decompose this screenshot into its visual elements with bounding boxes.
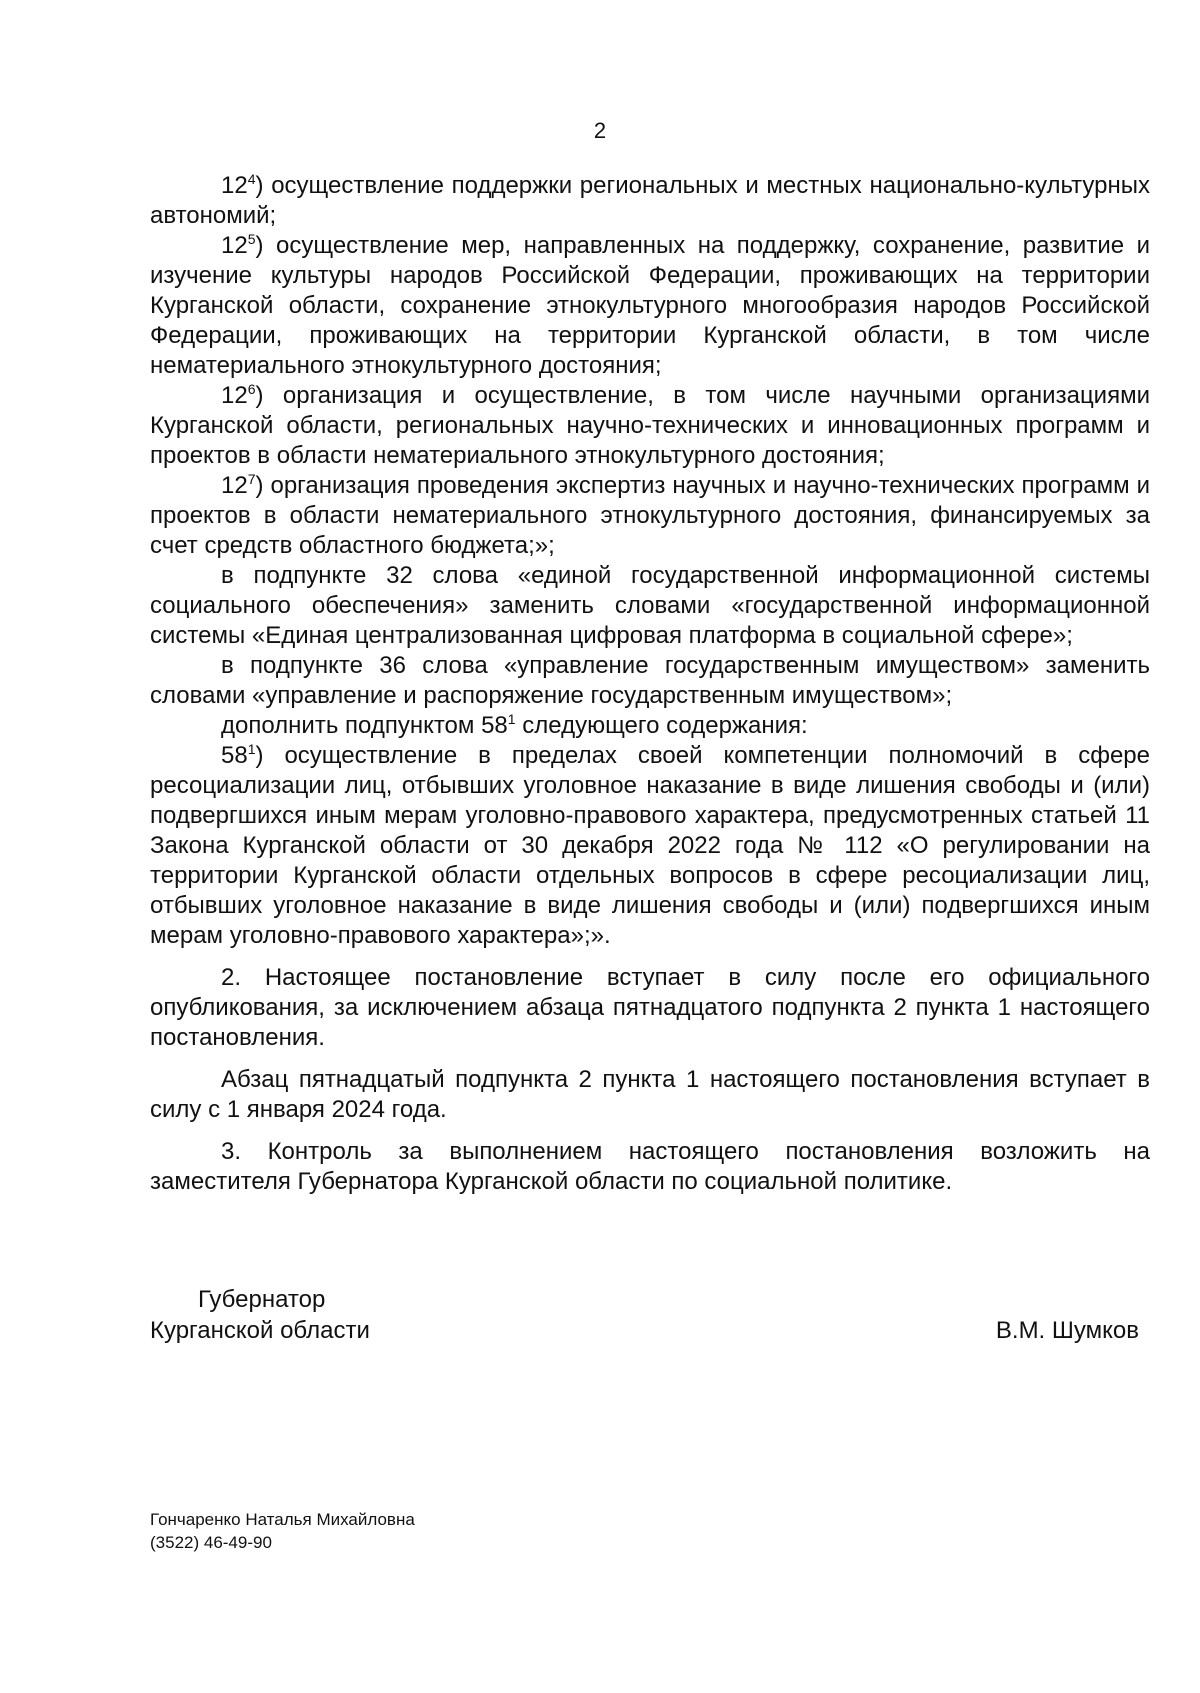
page-number: 2 bbox=[593, 118, 607, 143]
point-2-paragraph: Абзац пятнадцатый подпункта 2 пункта 1 настоящего постановления вступает в силу с 1 января 2024 года. bbox=[150, 1066, 1150, 1123]
document-body bbox=[150, 171, 1150, 1197]
signature-name: В.М. Шумков bbox=[995, 1317, 1139, 1344]
signature-title-line1: Губернатор bbox=[198, 1286, 326, 1313]
contact-phone: (3522) 46-49-90 bbox=[150, 1533, 272, 1552]
item-12-4: $12^4$) осуществление поддержки региональных и местных национально-культурных автономий; bbox=[150, 171, 1150, 229]
item-12-6: $12^6$) организация и осуществление, в том числе научными организациями Курганской области, региональных научно-технических и инновационных программ и проектов в области нематериального этнокультурного достояния; bbox=[150, 381, 1150, 469]
point-3: 3. Контроль за выполнением настоящего постановления возложить на заместителя Губернатора Курганской области по социальной политике. bbox=[150, 1138, 1150, 1195]
paragraph-subpoint-32: в подпункте 32 слова «единой государственной информационной системы социального обеспечения» заменить словами «государственной информационной системы «Единая централизованная цифровая платформа в социальной сфере»; bbox=[150, 562, 1150, 649]
point-2: 2. Настоящее постановление вступает в силу после его официального опубликования, за исключением абзаца пятнадцатого подпункта 2 пункта 1 настоящего постановления. bbox=[150, 964, 1150, 1051]
item-12-7: $12^7$) организация проведения экспертиз научных и научно-технических программ и проектов в области нематериального этнокультурного достояния, финансируемых за счет средств областного бюджета;»; bbox=[150, 471, 1150, 559]
paragraph-add-58: дополнить подпунктом $58^1$ следующего содержания: bbox=[221, 711, 808, 739]
signature-title bbox=[150, 1284, 370, 1346]
signature-title-line2: Курганской области bbox=[150, 1317, 370, 1344]
contact-info bbox=[150, 1508, 415, 1554]
contact-name: Гончаренко Наталья Михайловна bbox=[150, 1510, 415, 1529]
paragraph-subpoint-36: в подпункте 36 слова «управление государственным имуществом» заменить словами «управление и распоряжение государственным имуществом»; bbox=[150, 652, 1150, 709]
item-12-5: $12^5$) осуществление мер, направленных на поддержку, сохранение, развитие и изучение культуры народов Российской Федерации, проживающих на территории Курганской области, сохранение этнокультурного многообразия народов Российской Федерации, проживающих на территории Курганской области, в том числе нематериального этнокультурного достояния; bbox=[150, 231, 1150, 379]
item-58-1: $58^1$) осуществление в пределах своей компетенции полномочий в сфере ресоциализации лиц, отбывших уголовное наказание в виде лишения свободы и (или) подвергшихся иным мерам уголовно-правового характера, предусмотренных статьей 11 Закона Курганской области от 30 декабря 2022 года № 112 «О регулировании на территории Курганской области отдельных вопросов в сфере ресоциализации лиц, отбывших уголовное наказание в виде лишения свободы и (или) подвергшихся иным мерам уголовно-правового характера»;». bbox=[150, 741, 1150, 949]
